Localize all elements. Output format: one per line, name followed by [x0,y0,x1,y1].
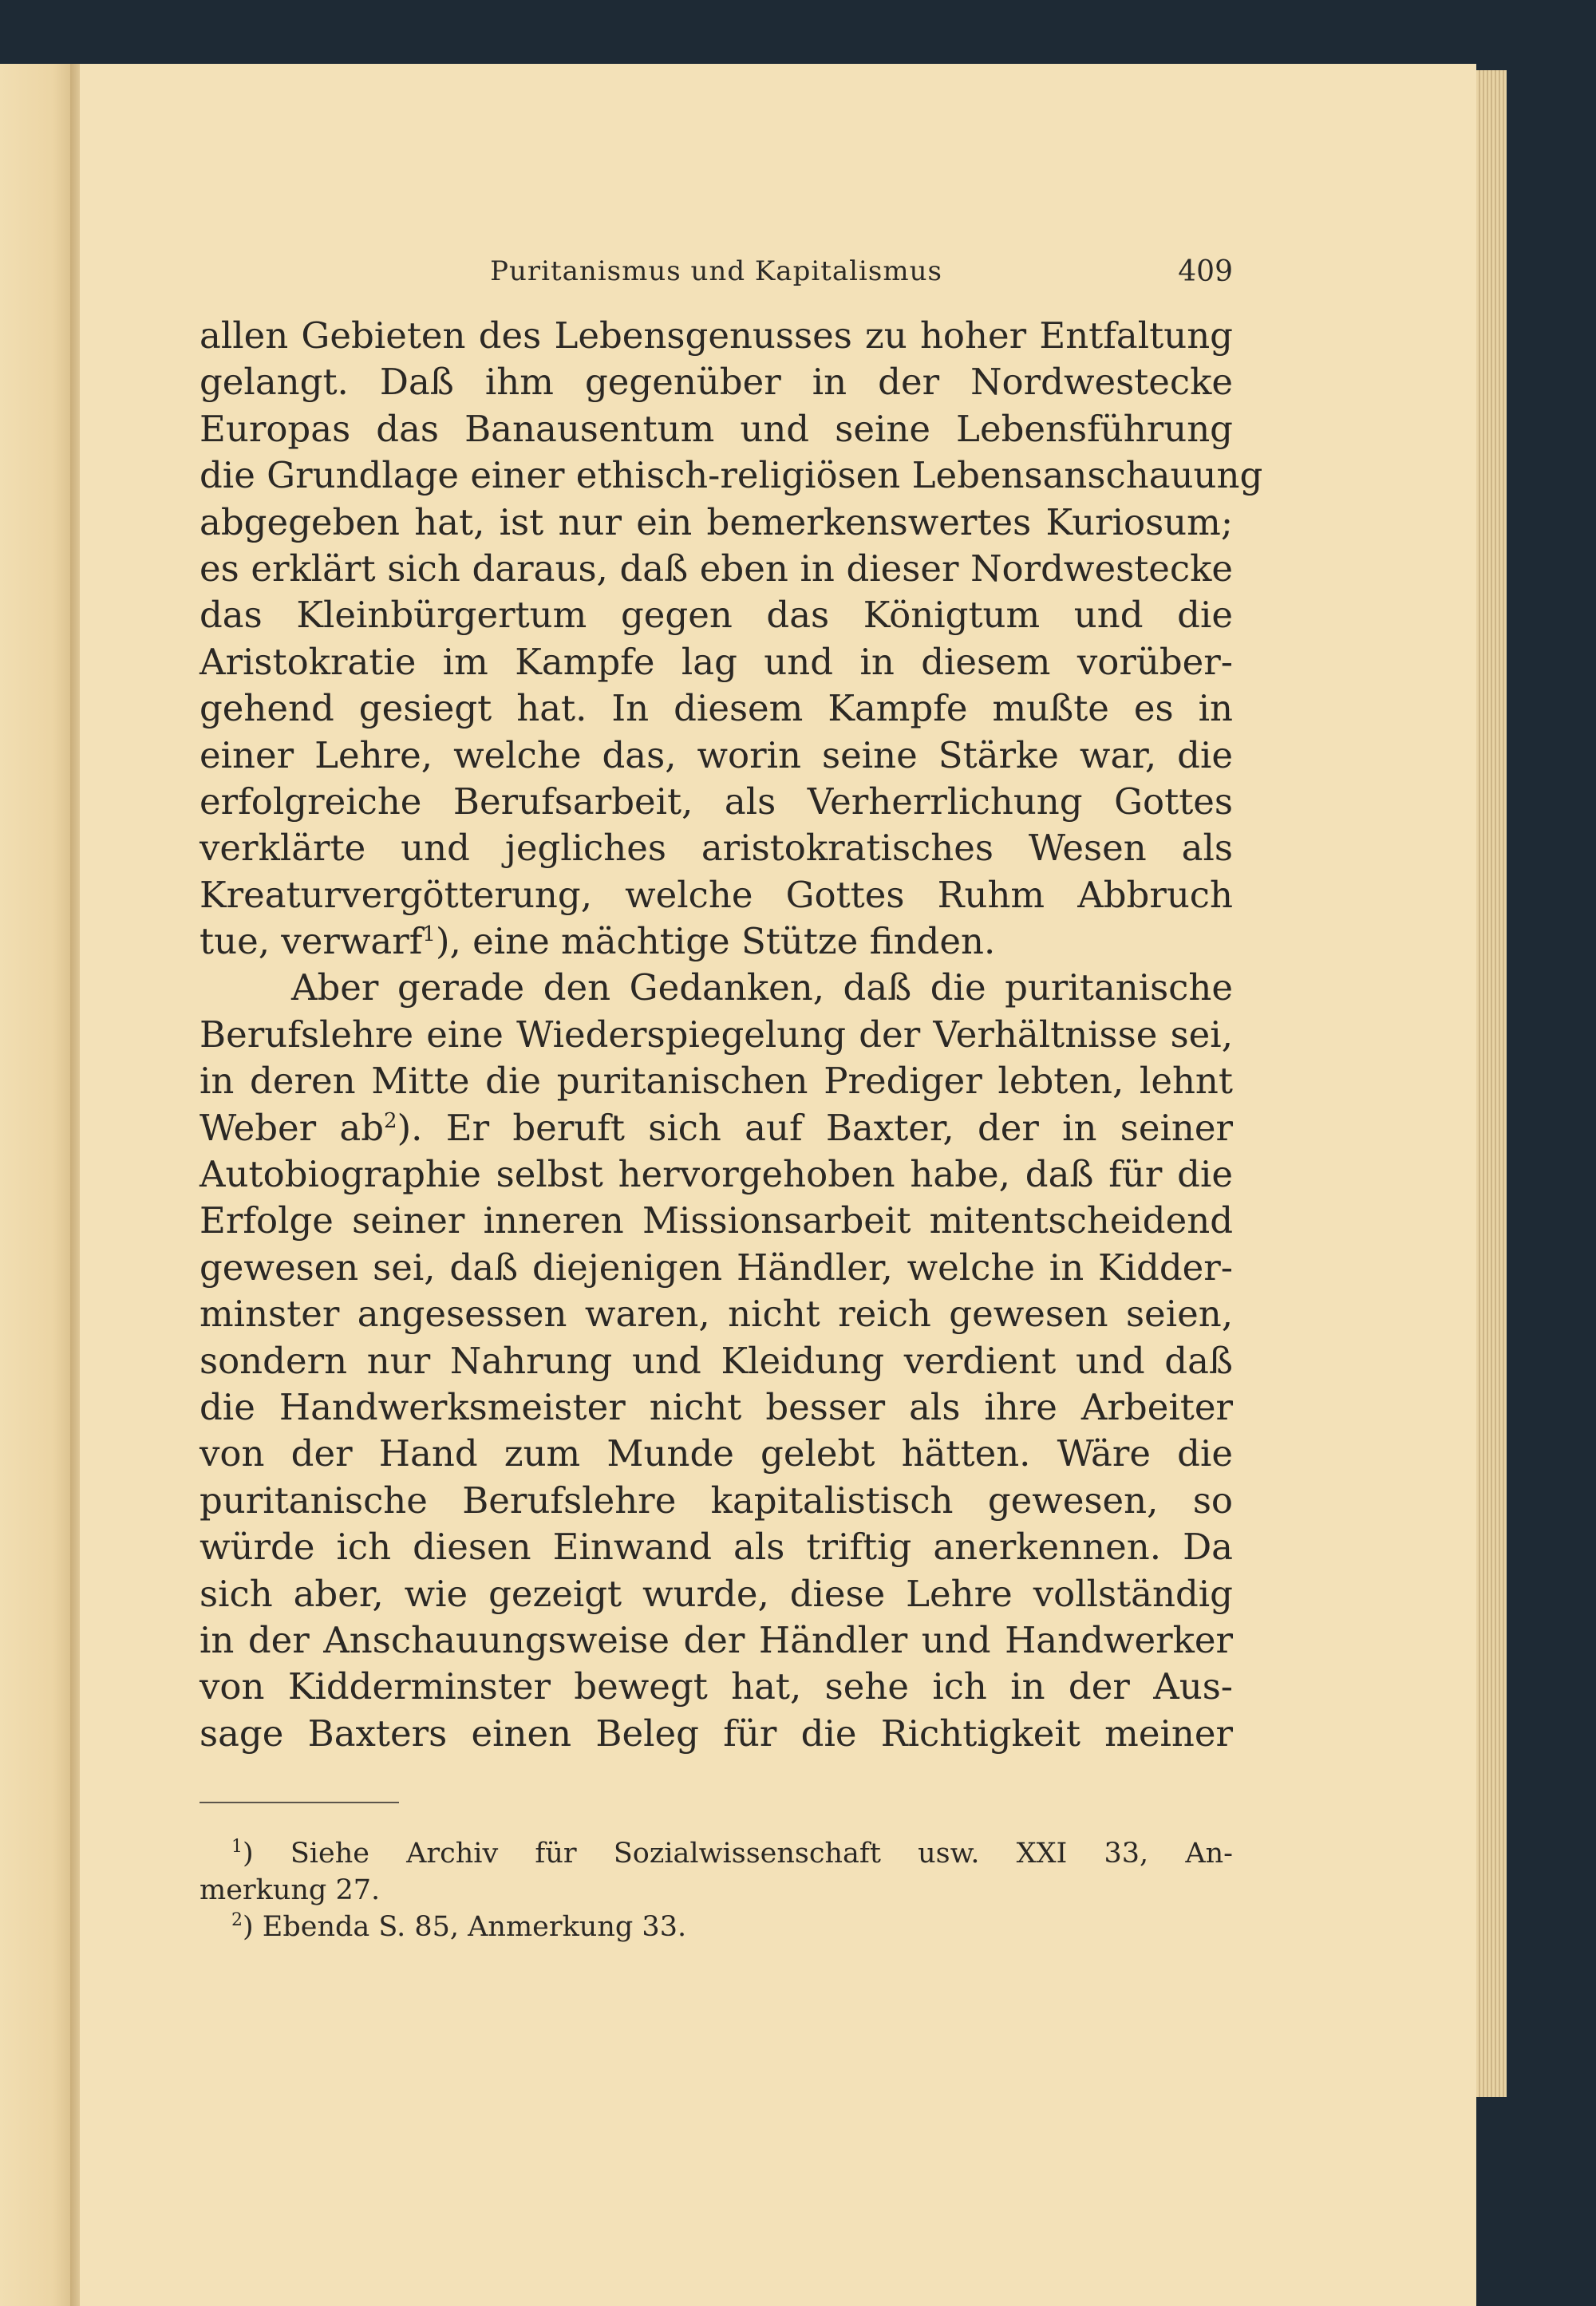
text-line: in der Anschauungsweise der Händler und Handwerker [200,1618,1233,1661]
text-line: sich aber, wie gezeigt wurde, diese Lehre vollständig [200,1572,1233,1615]
text-fragment: Weber ab [200,1106,385,1149]
text-line: die Grundlage einer ethisch-religiösen Lebensanschauung [200,454,1263,497]
text-line: sondern nur Nahrung und Kleidung verdient und daß [200,1339,1233,1382]
body-text [200,313,1263,1757]
text-line: allen Gebieten des Lebensgenusses zu hoher Entfaltung [200,314,1233,357]
footnote-text: ) Ebenda S. 85, Anmerkung 33. [243,1911,687,1943]
footnote-text: ) Siehe Archiv für Sozialwissenschaft usw. XXI 33, An- [243,1838,1233,1870]
facing-page-edge [0,64,76,2306]
text-fragment: ). [397,1106,423,1149]
text-line: es erklärt sich daraus, daß eben in dieser Nordwestecke [200,547,1233,590]
text-fragment: tue, verwarf [200,920,423,963]
text-line: gehend gesiegt hat. In diesem Kampfe mußte es in [200,687,1233,730]
text-fragment: ), eine mächtige Stütze finden. [435,920,996,963]
text-line: von Kidderminster bewegt hat, sehe ich in der Aus- [200,1665,1233,1708]
text-line: erfolgreiche Berufsarbeit, als Verherrlichung Gottes [200,780,1233,823]
text-line: Aber gerade den Gedanken, daß die puritanische [291,966,1233,1009]
text-line: Kreaturvergötterung, welche Gottes Ruhm Abbruch [200,873,1233,916]
text-line: puritanische Berufslehre kapitalistisch gewesen, so [200,1479,1233,1522]
text-line: die Handwerksmeister nicht besser als ihre Arbeiter [200,1385,1233,1428]
text-line: einer Lehre, welche das, worin seine Stärke war, die [200,733,1233,776]
text-line: Berufslehre eine Wiederspiegelung der Verhältnisse sei, [200,1013,1233,1056]
footnote-ref: 2 [384,1108,397,1133]
page-header [200,255,1233,295]
text-line: gewesen sei, daß diejenigen Händler, welche in Kidder- [200,1246,1233,1289]
footnote-2 [200,1909,1233,1945]
footnote-mark: 2 [231,1910,243,1930]
footnote-1-continuation: merkung 27. [200,1874,381,1906]
text-line: abgegeben hat, ist nur ein bemerkenswertes Kuriosum; [200,500,1233,543]
text-line: sage Baxters einen Beleg für die Richtigkeit meiner [200,1712,1233,1755]
text-line [200,1105,1233,1151]
text-fragment: Er beruft sich auf Baxter, der in seiner [445,1106,1233,1149]
text-line: in deren Mitte die puritanischen Prediger lebten, lehnt [200,1060,1233,1103]
footnote-1 [200,1835,1233,1872]
footnotes [200,1835,1233,1945]
text-line: würde ich diesen Einwand als triftig anerkennen. Da [200,1526,1233,1569]
text-line: das Kleinbürgertum gegen das Königtum und die [200,594,1233,637]
footnote-ref: 1 [422,922,436,947]
text-line: Erfolge seiner inneren Missionsarbeit mitentscheidend [200,1199,1233,1242]
text-line: Aristokratie im Kampfe lag und in diesem vorüber- [200,640,1233,683]
text-line [200,918,1233,965]
page-stack-edge [1476,70,1507,2097]
text-line: Europas das Banausentum und seine Lebensführung [200,407,1233,450]
text-line: Autobiographie selbst hervorgehoben habe, daß für die [200,1153,1233,1196]
footnote-mark: 1 [231,1837,243,1857]
text-line: minster angesessen waren, nicht reich gewesen seien, [200,1293,1233,1336]
text-line: verklärte und jegliches aristokratisches Wesen als [200,827,1233,870]
footnote-divider [200,1802,399,1803]
text-line: gelangt. Daß ihm gegenüber in der Nordwestecke [200,361,1233,404]
text-line: von der Hand zum Munde gelebt hätten. Wäre die [200,1432,1233,1475]
page-number: 409 [1178,255,1233,288]
running-head: Puritanismus und Kapitalismus [490,255,942,287]
